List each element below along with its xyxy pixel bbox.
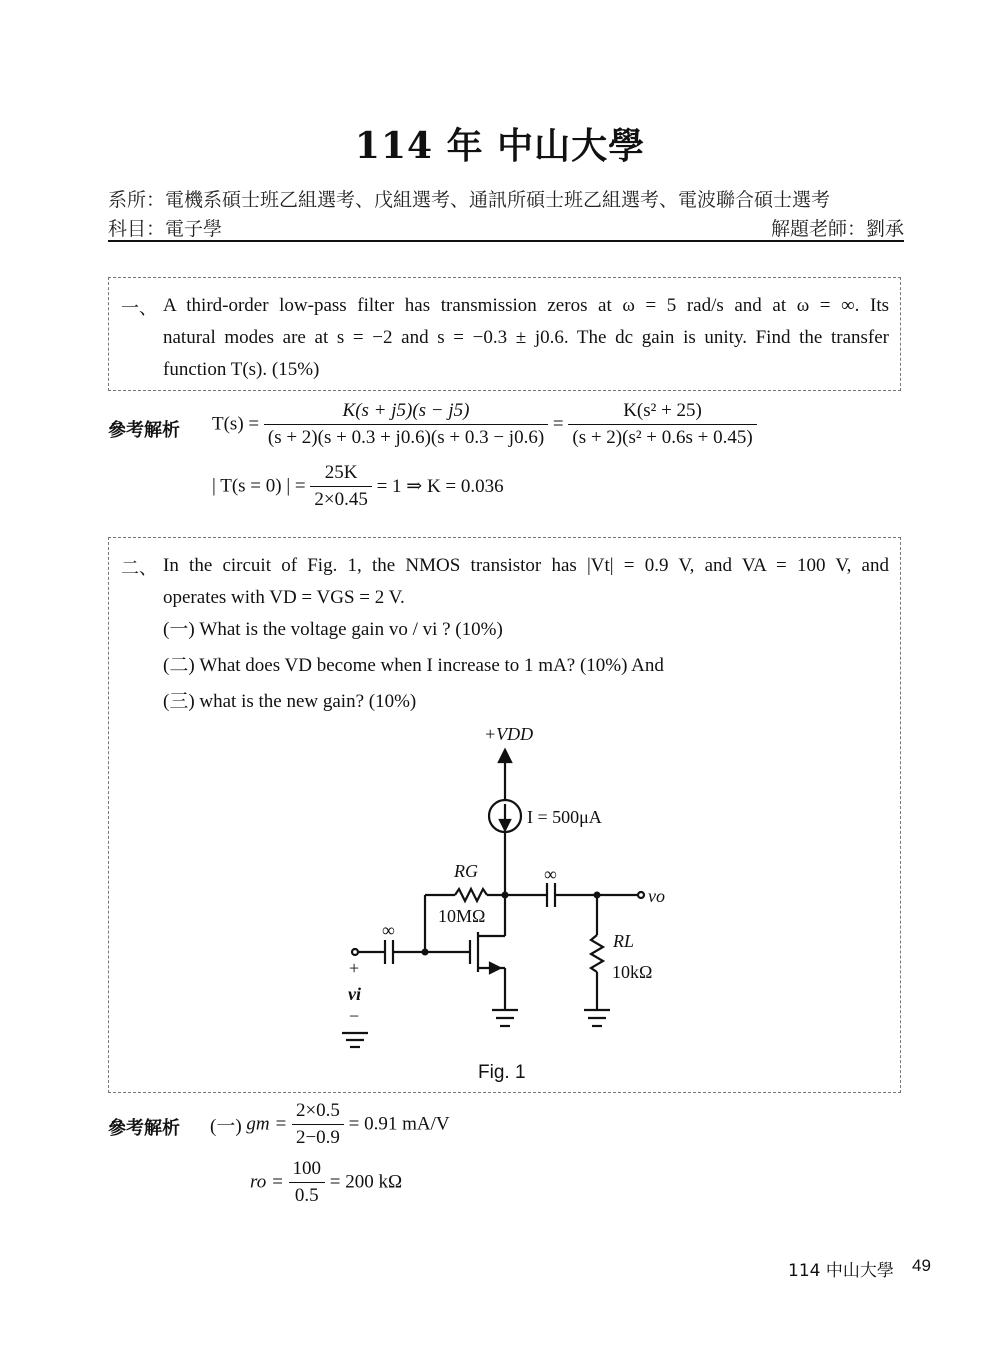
rl-resistor-icon bbox=[591, 935, 603, 972]
equals-sign: = bbox=[552, 413, 564, 435]
figure-caption: Fig. 1 bbox=[478, 1062, 526, 1083]
ground-source-icon bbox=[492, 1010, 518, 1026]
vi-minus: − bbox=[349, 1006, 360, 1026]
question-1-box bbox=[108, 277, 901, 391]
fraction-2-denominator: (s + 2)(s² + 0.6s + 0.45) bbox=[572, 427, 753, 448]
ground-rl-icon bbox=[584, 1010, 610, 1026]
fraction-1-numerator: K(s + j5)(s − j5) bbox=[264, 398, 548, 425]
vdd-arrow-icon bbox=[499, 750, 511, 762]
footer-school: 114 中山大學 bbox=[788, 1261, 894, 1281]
ro-denominator: 0.5 bbox=[294, 1185, 319, 1206]
vi-terminal bbox=[352, 949, 358, 955]
footer-page-number: 49 bbox=[912, 1256, 931, 1275]
fraction-3 bbox=[310, 460, 371, 513]
ro-numerator: 100 bbox=[289, 1156, 326, 1183]
teacher-line: 解題老師：劉承 bbox=[770, 218, 904, 240]
rg-resistor-icon bbox=[455, 889, 487, 901]
question-2-sub-1: (一) What is the voltage gain vo / vi ? (10%) bbox=[163, 619, 503, 640]
question-2-sub-2: (二) What does VD become when I increase to 1 mA? (10%) And bbox=[163, 655, 664, 676]
drain-node-dot bbox=[502, 892, 509, 899]
answer-1-equation-1 bbox=[212, 398, 757, 451]
transfer-lhs: T(s) = bbox=[212, 413, 260, 435]
page-title: 114 年 中山大學 bbox=[354, 125, 646, 167]
answer-1-label: 參考解析 bbox=[108, 420, 180, 441]
vdd-label: +VDD bbox=[484, 724, 534, 744]
answer-2-label: 參考解析 bbox=[108, 1118, 180, 1139]
fraction-2-numerator: K(s² + 25) bbox=[568, 398, 756, 425]
ro-rhs: = 200 kΩ bbox=[329, 1171, 403, 1193]
rl-label: RL bbox=[613, 931, 635, 951]
gm-denominator: 2−0.9 bbox=[295, 1127, 340, 1148]
ro-fraction bbox=[289, 1156, 326, 1209]
vo-terminal bbox=[638, 892, 644, 898]
question-2-line-2: operates with VD = VGS = 2 V. bbox=[163, 587, 405, 608]
question-2-sub-3: (三) what is the new gain? (10%) bbox=[163, 691, 417, 712]
dc-gain-rhs: = 1 ⇒ K = 0.036 bbox=[376, 476, 504, 497]
gm-numerator: 2×0.5 bbox=[292, 1098, 344, 1125]
question-2-line-1: In the circuit of Fig. 1, the NMOS transistor has |Vt| = 0.9 V, and VA = 100 V, and bbox=[163, 555, 889, 576]
vi-label: vi bbox=[348, 984, 361, 1004]
ro-lhs: ro = bbox=[250, 1171, 284, 1193]
ground-input-icon bbox=[342, 1033, 368, 1047]
fraction-1-denominator: (s + 2)(s + 0.3 + j0.6)(s + 0.3 − j0.6) bbox=[267, 427, 545, 448]
output-node-dot bbox=[594, 892, 601, 899]
question-2-number: 二、 bbox=[121, 558, 157, 579]
question-1-number: 一、 bbox=[121, 298, 157, 319]
rl-value: 10kΩ bbox=[612, 962, 653, 982]
gm-lhs: gm = bbox=[246, 1113, 288, 1135]
answer-1-equation-2 bbox=[212, 460, 504, 513]
current-label: I = 500μA bbox=[527, 807, 602, 827]
fraction-1 bbox=[264, 398, 548, 451]
department-line: 系所：電機系碩士班乙組選考、戊組選考、通訊所碩士班乙組選考、電波聯合碩士選考 bbox=[108, 189, 831, 211]
circuit-diagram bbox=[330, 720, 690, 1090]
answer-2-gm bbox=[210, 1098, 450, 1151]
question-1-line-1: A third-order low-pass filter has transmission zeros at ω = 5 rad/s and at ω = ∞. Its bbox=[163, 295, 889, 316]
gm-rhs: = 0.91 mA/V bbox=[348, 1113, 450, 1135]
rg-label: RG bbox=[454, 861, 478, 881]
header-rule bbox=[108, 240, 904, 242]
current-source-arrow-icon bbox=[500, 820, 510, 830]
gate-node-dot bbox=[422, 949, 429, 956]
answer-2-part: (一) bbox=[210, 1116, 242, 1137]
fraction-3-numerator: 25K bbox=[310, 460, 371, 487]
dc-gain-lhs: | T(s = 0) | = bbox=[212, 475, 306, 497]
answer-2-ro bbox=[250, 1156, 402, 1209]
input-cap-label: ∞ bbox=[382, 920, 395, 940]
vi-plus: + bbox=[349, 958, 360, 978]
vo-label: vo bbox=[648, 886, 665, 906]
fraction-2 bbox=[568, 398, 756, 451]
rg-value: 10MΩ bbox=[438, 906, 486, 926]
question-1-line-3: function T(s). (15%) bbox=[163, 359, 320, 380]
subject-line: 科目：電子學 bbox=[108, 218, 223, 240]
output-cap-label: ∞ bbox=[544, 864, 557, 884]
nmos-arrow-icon bbox=[490, 963, 500, 973]
question-1-line-2: natural modes are at s = −2 and s = −0.3 ± j0.6. The dc gain is unity. Find the transfer bbox=[163, 327, 889, 348]
fraction-3-denominator: 2×0.45 bbox=[314, 489, 368, 510]
gm-fraction bbox=[292, 1098, 344, 1151]
